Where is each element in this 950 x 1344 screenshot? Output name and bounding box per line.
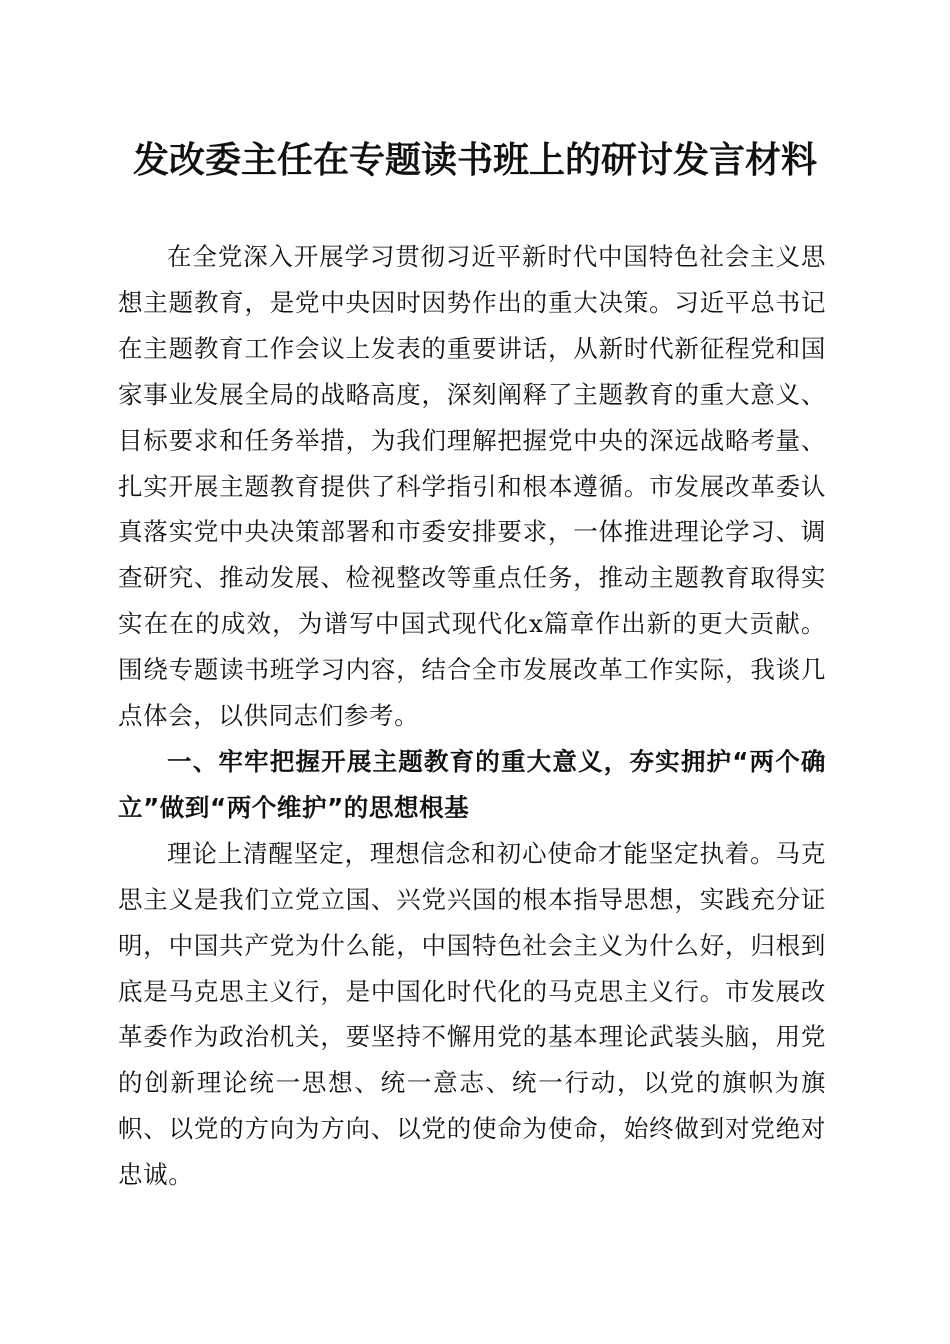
- section-heading-1: 一、牢牢把握开展主题教育的重大意义，夯实拥护“两个确立”做到“两个维护”的思想根基: [118, 746, 826, 822]
- document-body: [118, 234, 826, 1198]
- intro-paragraph: 在全党深入开展学习贯彻习近平新时代中国特色社会主义思想主题教育，是党中央因时因势作出的重大决策。习近平总书记在主题教育工作会议上发表的重要讲话，从新时代新征程党和国家事业发展全局的战略高度，深刻阐释了主题教育的重大意义、目标要求和任务举措，为我们理解把握党中央的深远战略考量、扎实开展主题教育提供了科学指引和根本遵循。市发展改革委认真落实党中央决策部署和市委安排要求，一体推进理论学习、调查研究、推动发展、检视整改等重点任务，推动主题教育取得实实在在的成效，为谱写中国式现代化x篇章作出新的更大贡献。围绕专题读书班学习内容，结合全市发展改革工作实际，我谈几点体会，以供同志们参考。: [118, 242, 826, 731]
- section-1-paragraph: 理论上清醒坚定，理想信念和初心使命才能坚定执着。马克思主义是我们立党立国、兴党兴国的根本指导思想，实践充分证明，中国共产党为什么能，中国特色社会主义为什么好，归根到底是马克思主义行，是中国化时代化的马克思主义行。市发展改革委作为政治机关，要坚持不懈用党的基本理论武装头脑，用党的创新理论统一思想、统一意志、统一行动，以党的旗帜为旗帜、以党的方向为方向、以党的使命为使命，始终做到对党绝对忠诚。: [118, 838, 826, 1190]
- document-title: 发改委主任在专题读书班上的研讨发言材料: [132, 139, 817, 181]
